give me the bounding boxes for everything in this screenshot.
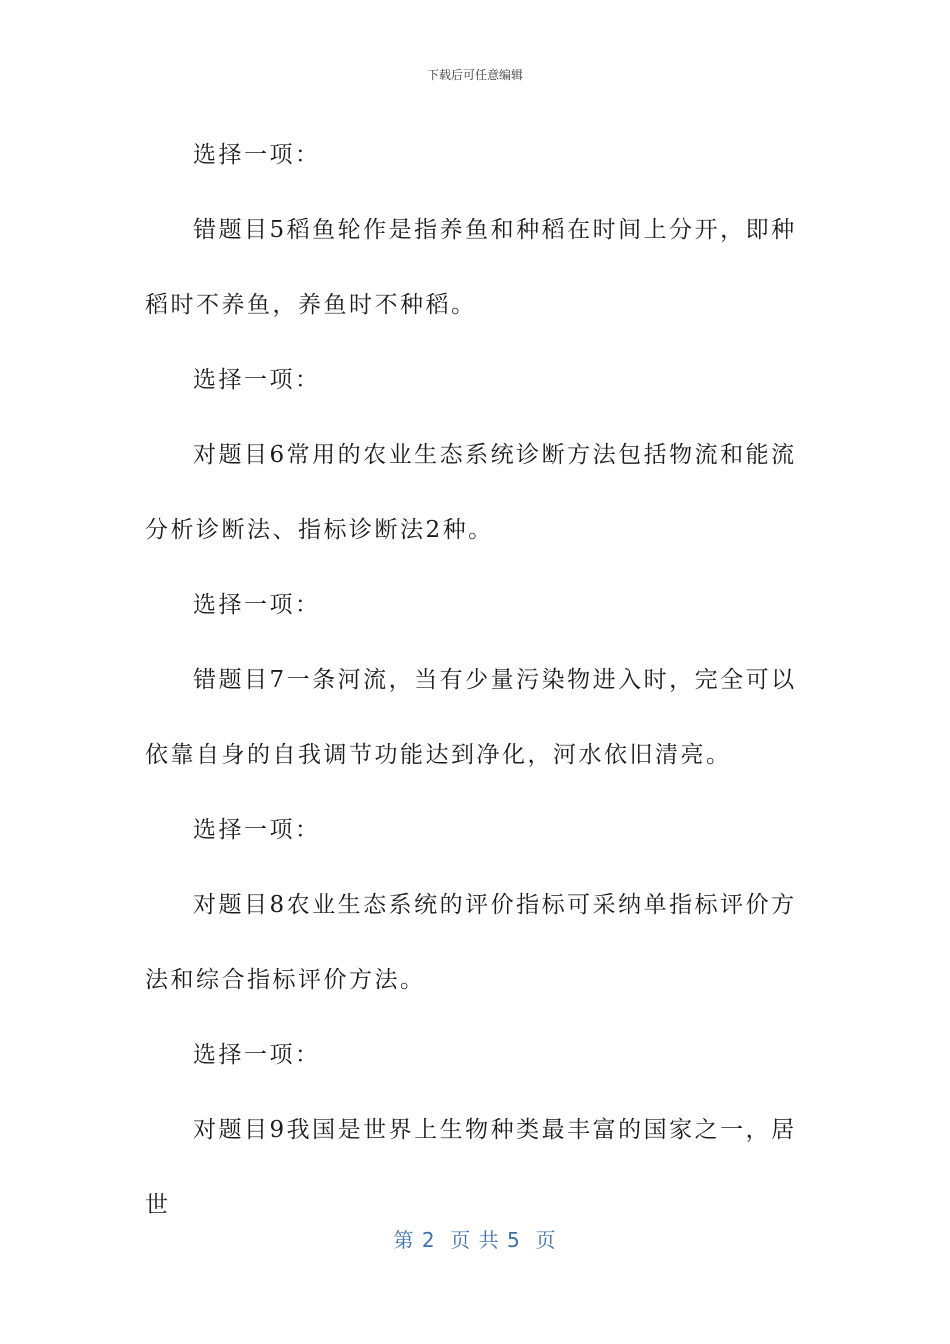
option-prompt: 选择一项： xyxy=(193,142,321,168)
option-prompt: 选择一项： xyxy=(193,817,321,843)
option-prompt: 选择一项： xyxy=(193,592,321,618)
page-number-footer: 第 2 页 共 5 页 xyxy=(393,1228,557,1252)
page-header: 下载后可任意编辑 xyxy=(426,68,523,82)
question-9: 对题目9我国是世界上生物种类最丰富的国家之一，居世 xyxy=(145,1117,797,1218)
question-8: 对题目8农业生态系统的评价指标可采纳单指标评价方法和综合指标评价方法。 xyxy=(145,892,797,993)
question-5: 错题目5稻鱼轮作是指养鱼和种稻在时间上分开，即种稻时不养鱼，养鱼时不种稻。 xyxy=(145,217,797,318)
question-7: 错题目7一条河流，当有少量污染物进入时，完全可以依靠自身的自我调节功能达到净化，河水依旧清亮。 xyxy=(145,667,797,768)
document-body xyxy=(145,118,805,1243)
option-prompt: 选择一项： xyxy=(193,367,321,393)
option-prompt: 选择一项： xyxy=(193,1042,321,1068)
question-6: 对题目6常用的农业生态系统诊断方法包括物流和能流分析诊断法、指标诊断法2种。 xyxy=(145,442,797,543)
